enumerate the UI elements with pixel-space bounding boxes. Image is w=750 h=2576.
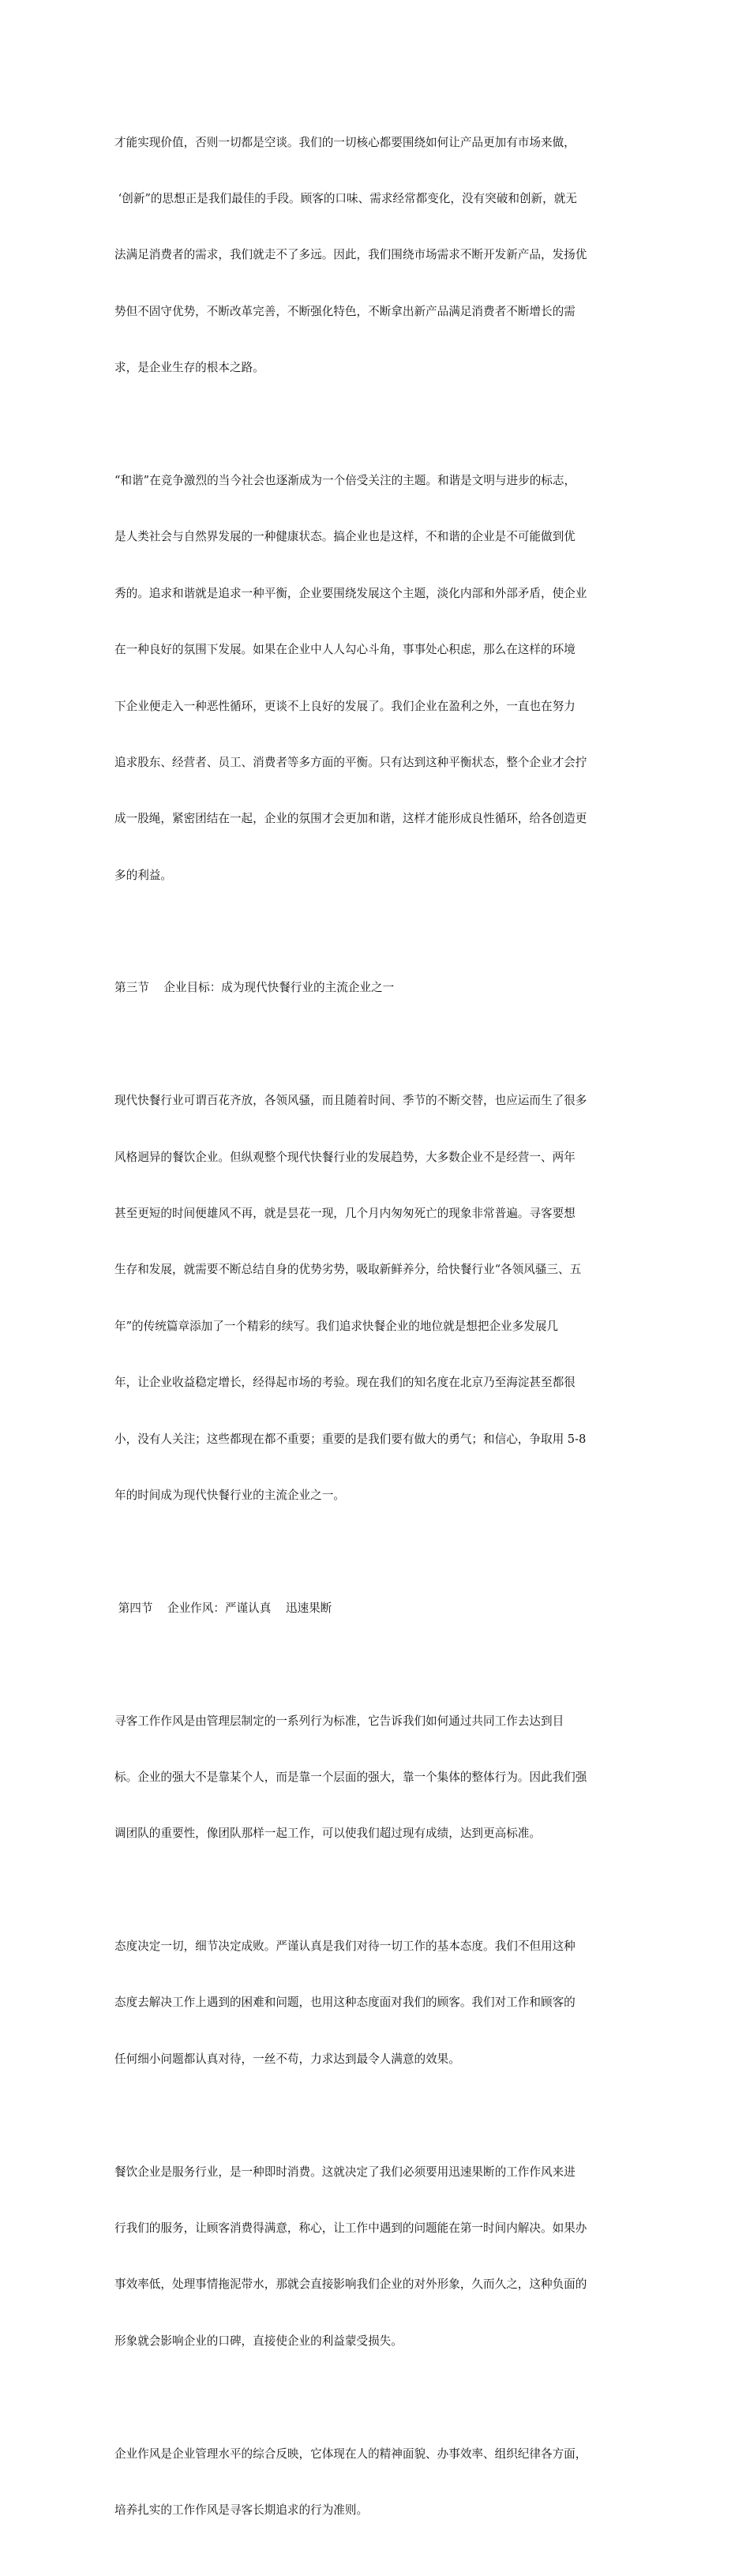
text-line: 是人类社会与自然界发展的一种健康状态。搞企业也是这样，不和谐的企业是不可能做到优 xyxy=(114,530,576,544)
text-line: 态度决定一切，细节决定成败。严谨认真是我们对待一切工作的基本态度。我们不但用这种 xyxy=(114,1940,576,1954)
text-line: 餐饮企业是服务行业，是一种即时消费。这就决定了我们必须要用迅速果断的工作作风来进 xyxy=(114,2165,576,2179)
text-line: “和谐”在竞争激烈的当今社会也逐渐成为一个倍受关注的主题。和谐是文明与进步的标志， xyxy=(114,473,576,487)
text-line: 在一种良好的氛围下发展。如果在企业中人人勾心斗角，事事处心积虑，那么在这样的环境 xyxy=(114,643,576,657)
text-line: 年，让企业收益稳定增长，经得起市场的考验。现在我们的知名度在北京乃至海淀甚至都很 xyxy=(114,1376,576,1390)
text-line: 年”的传统篇章添加了一个精彩的续写。我们追求快餐企业的地位就是想把企业多发展几 xyxy=(114,1319,559,1333)
text-line: 秀的。追求和谐就是追求一种平衡，企业要围绕发展这个主题，淡化内部和外部矛盾，使企业 xyxy=(114,586,587,600)
heading-text: 第三节 企业目标：成为现代快餐行业的主流企业之一 xyxy=(114,981,395,995)
text-line: 求，是企业生存的根本之路。 xyxy=(114,361,264,375)
text-line: 标。企业的强大不是靠某个人，而是靠一个层面的强大，靠一个集体的整体行为。因此我们强 xyxy=(114,1770,587,1784)
text-line: 小，没有人关注；这些都现在都不重要；重要的是我们要有做大的勇气；和信心，争取用 5-8 xyxy=(114,1432,587,1446)
section-heading-3 xyxy=(114,941,643,1035)
text-line: 甚至更短的时间便雄风不再，就是昙花一现，几个月内匆匆死亡的现象非常普遍。寻客要想 xyxy=(114,1207,576,1221)
paragraph-service xyxy=(114,2125,643,2388)
text-line: 年的时间成为现代快餐行业的主流企业之一。 xyxy=(114,1488,345,1502)
text-line: 现代快餐行业可谓百花齐放，各领风骚，而且随着时间、季节的不断交替，也应运而生了很多 xyxy=(114,1094,587,1108)
text-line: 法满足消费者的需求，我们就走不了多远。因此，我们围绕市场需求不断开发新产品，发扬优 xyxy=(114,248,587,262)
paragraph-work-style xyxy=(114,1674,643,1881)
text-line: 形象就会影响企业的口碑，直接使企业的利益蒙受损失。 xyxy=(114,2334,403,2348)
text-line: 培养扎实的工作作风是寻客长期追求的行为准则。 xyxy=(114,2503,369,2517)
paragraph-summary xyxy=(114,2407,643,2557)
text-line: 事效率低，处理事情拖泥带水，那就会直接影响我们企业的对外形象，久而久之，这种负面的 xyxy=(114,2277,587,2292)
text-line: 态度去解决工作上遇到的困难和问题，也用这种态度面对我们的顾客。我们对工作和顾客的 xyxy=(114,1996,576,2010)
paragraph-harmony xyxy=(114,434,643,922)
text-line: 下企业便走入一种恶性循环，更谈不上良好的发展了。我们企业在盈利之外，一直也在努力 xyxy=(114,699,576,713)
text-line: 风格迥异的餐饮企业。但纵观整个现代快餐行业的发展趋势，大多数企业不是经营一、两年 xyxy=(114,1150,576,1164)
text-line: ‘创新”的思想正是我们最佳的手段。顾客的口味、需求经常都变化，没有突破和创新，就无 xyxy=(114,191,577,205)
section-heading-4 xyxy=(114,1561,643,1655)
text-line: 成一股绳，紧密团结在一起，企业的氛围才会更加和谐，这样才能形成良性循环，给各创造更 xyxy=(114,812,587,826)
text-line: 任何细小问题都认真对待，一丝不苟，力求达到最令人满意的效果。 xyxy=(114,2052,460,2066)
text-line: 追求股东、经营者、员工、消费者等多方面的平衡。只有达到这种平衡状态，整个企业才会拧 xyxy=(114,755,587,769)
paragraph-attitude xyxy=(114,1900,643,2107)
text-line: 企业作风是企业管理水平的综合反映，它体现在人的精神面貌、办事效率、组织纪律各方面， xyxy=(114,2446,587,2461)
heading-text: 第四节 企业作风：严谨认真 迅速果断 xyxy=(114,1601,332,1615)
text-line: 多的利益。 xyxy=(114,868,172,882)
paragraph-innovation xyxy=(114,96,643,415)
text-line: 生存和发展，就需要不断总结自身的优势劣势，吸取新鲜养分，给快餐行业“各领风骚三、五 xyxy=(114,1263,582,1277)
paragraph-goal xyxy=(114,1054,643,1543)
document-page xyxy=(114,96,643,2576)
text-line: 势但不固守优势，不断改革完善，不断强化特色，不断拿出新产品满足消费者不断增长的需 xyxy=(114,304,576,318)
text-line: 寻客工作作风是由管理层制定的一系列行为标准，它告诉我们如何通过共同工作去达到目 xyxy=(114,1714,564,1728)
text-line: 才能实现价值，否则一切都是空谈。我们的一切核心都要围绕如何让产品更加有市场来做， xyxy=(114,135,576,149)
text-line: 调团队的重要性，像团队那样一起工作，可以使我们超过现有成绩，达到更高标准。 xyxy=(114,1827,541,1841)
text-line: 行我们的服务，让顾客消费得满意，称心，让工作中遇到的问题能在第一时间内解决。如果办 xyxy=(114,2221,587,2236)
